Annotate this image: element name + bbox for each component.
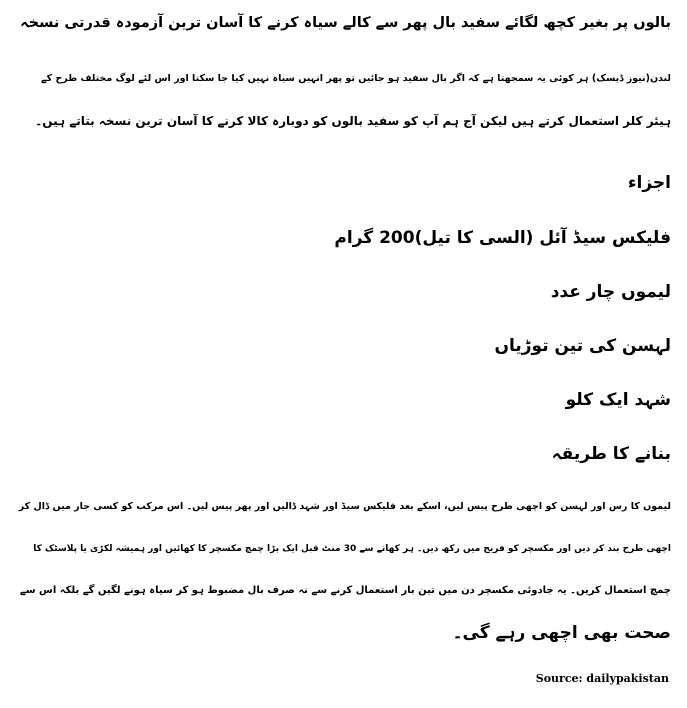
ingredients-heading: اجزاء xyxy=(627,173,671,193)
intro-line: لندن(نیوز ڈیسک) ہر کوئی یہ سمجھتا ہے کہ اگر بال سفید ہو جائیں تو پھر انہیں سیاہ نہیں کیا جا سکتا اور اس لئے لوگ مختلف طرح کے xyxy=(41,73,671,84)
method-heading: بنانے کا طریقہ xyxy=(551,444,671,464)
method-line: صحت بھی اچھی رہے گی۔ xyxy=(452,623,671,643)
ingredient-item: لیموں چار عدد xyxy=(550,282,671,302)
ingredient-item: شہد ایک کلو xyxy=(565,390,671,410)
article-title: بالوں پر بغیر کچھ لگائے سفید بال پھر سے کالے سیاہ کرنے کا آسان ترین آزمودہ قدرتی نسخہ xyxy=(20,15,671,31)
method-line: لیموں کا رس اور لہسن کو اچھی طرح پیس لیں، اسکے بعد فلیکس سیڈ اور شہد ڈالیں اور پھر پیس لیں۔ اس مرکب کو کسی جار میں ڈال کر xyxy=(18,501,671,512)
intro-line: ہیئر کلر استعمال کرتے ہیں لیکن آج ہم آپ کو سفید بالوں کو دوبارہ کالا کرنے کا آسان ترین نسخہ بتاتے ہیں۔ xyxy=(35,114,671,128)
ingredient-item: فلیکس سیڈ آئل (السی کا تیل)200 گرام xyxy=(334,228,671,248)
method-line: اچھی طرح بند کر دیں اور مکسچر کو فریج میں رکھ دیں۔ ہر کھانے سے 30 منٹ قبل ایک بڑا چمچ مکسچر کا کھائیں اور ہمیشہ لکڑی یا پلاسٹک کا xyxy=(33,544,671,554)
method-line: چمچ استعمال کریں۔ یہ جادوئی مکسچر دن میں تین بار استعمال کرنے سے نہ صرف بال مضبوط ہو کر سیاہ ہونے لگیں گے بلکہ اس سے xyxy=(19,585,671,596)
ingredient-item: لہسن کی تین توڑیاں xyxy=(494,336,671,356)
source-credit: Source: dailypakistan xyxy=(535,672,669,685)
